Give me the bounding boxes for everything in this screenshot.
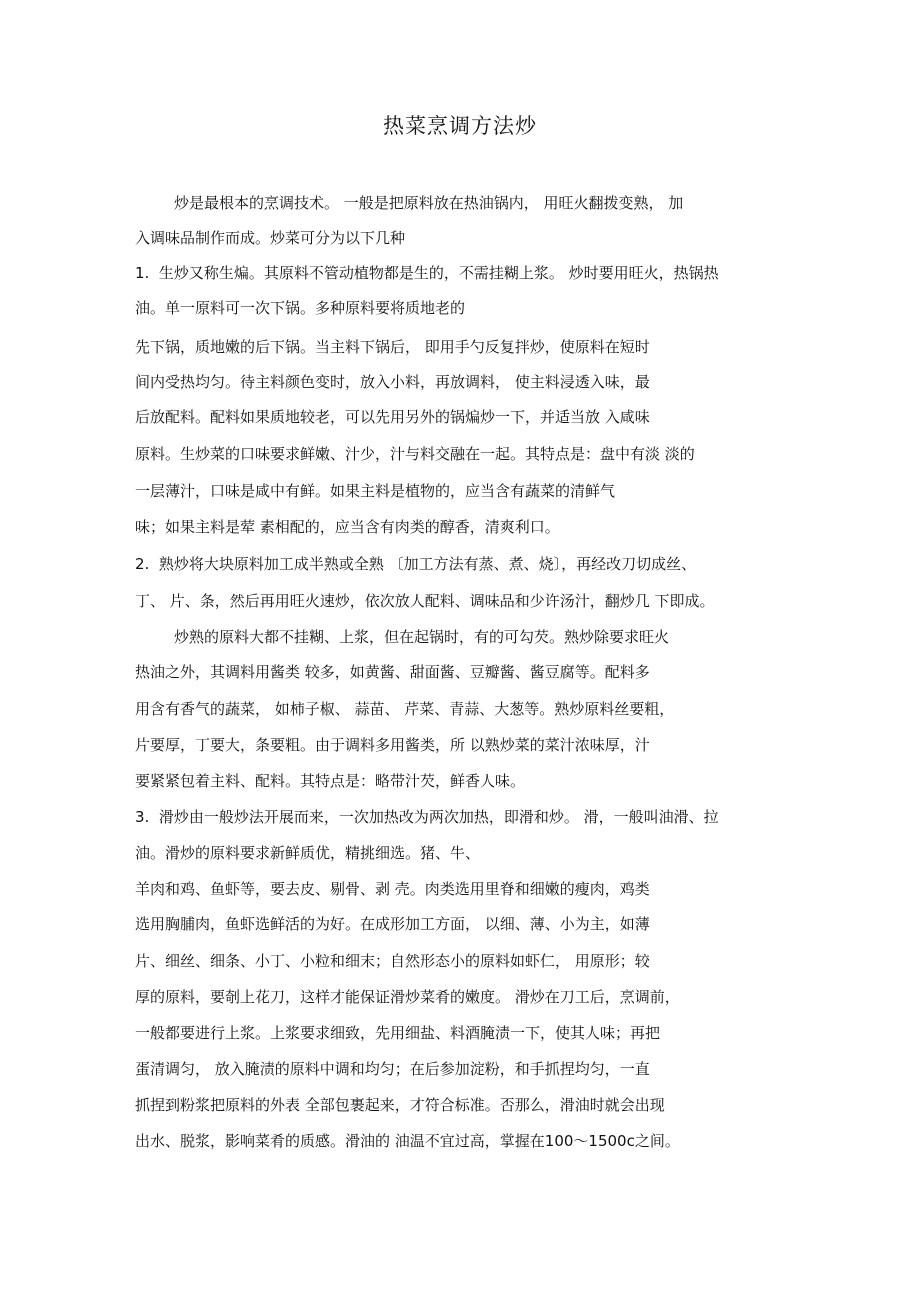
paragraph-line: 入调味品制作而成。炒菜可分为以下几种 [135,229,406,247]
paragraph-line: 片要厚，丁要大，条要粗。由于调料多用酱类，所 以熟炒菜的菜汁浓味厚，汁 [135,736,650,754]
paragraph-line: 油。单一原料可一次下锅。多种原料要将质地老的 [135,299,466,317]
paragraph-line: 选用胸脯肉，鱼虾选鲜活的为好。在成形加工方面， 以细、薄、小为主，如薄 [135,915,650,933]
paragraph-line: 片、细丝、细条、小丁、小粒和细末；自然形态小的原料如虾仁， 用原形；较 [135,952,650,970]
paragraph-line: 原料。生炒菜的口味要求鲜嫩、汁少，汁与料交融在一起。其特点是：盘中有淡 淡的 [135,445,695,463]
document-title: 热菜烹调方法炒 [383,114,537,138]
paragraph-line: 厚的原料，要剞上花刀，这样才能保证滑炒菜肴的嫩度。 滑炒在刀工后，烹调前， [135,988,680,1006]
paragraph-line: 先下锅，质地嫩的后下锅。当主料下锅后， 即用手勺反复拌炒，使原料在短时 [135,338,650,356]
paragraph-line: 出水、脱浆，影响菜肴的质感。滑油的 油温不宜过高，掌握在100～1500c之间。 [135,1132,680,1150]
paragraph-line: 一层薄汁，口味是咸中有鲜。如果主料是植物的，应当含有蔬菜的清鲜气 [135,482,616,500]
paragraph-line: 炒是最根本的烹调技术。 一般是把原料放在热油锅内， 用旺火翻拨变熟， 加 [174,194,684,212]
paragraph-line: 热油之外，其调料用酱类 较多，如黄酱、甜面酱、豆瓣酱、酱豆腐等。配料多 [135,663,650,681]
paragraph-line: 丁、 片、条，然后再用旺火速炒，依次放人配料、调味品和少许汤汁，翻炒几 下即成。 [135,592,715,610]
paragraph-line: 3. 滑炒由一般炒法开展而来，一次加热改为两次加热，即滑和炒。 滑，一般叫油滑、拉 [135,808,719,826]
paragraph-line: 抓捏到粉浆把原料的外表 全部包裹起来，才符合标准。否那么，滑油时就会出现 [135,1096,665,1114]
paragraph-line: 炒熟的原料大都不挂糊、上浆，但在起锅时，有的可勾芡。熟炒除要求旺火 [174,628,670,646]
paragraph-line: 油。滑炒的原料要求新鲜质优，精挑细选。猪、牛、 [135,844,481,862]
paragraph-line: 1. 生炒又称生煸。其原料不管动植物都是生的，不需挂糊上浆。 炒时要用旺火，热锅热 [135,264,719,282]
paragraph-line: 味；如果主料是荤 素相配的，应当含有肉类的醇香，清爽利口。 [135,518,560,536]
paragraph-line: 一般都要进行上浆。上浆要求细致，先用细盐、料酒腌渍一下，使其人味；再把 [135,1024,661,1042]
paragraph-line: 要紧紧包着主料、配料。其特点是：略带汁芡，鲜香人味。 [135,772,526,790]
paragraph-line: 间内受热均匀。待主料颜色变时，放入小料，再放调料， 使主料浸透入味，最 [135,373,650,391]
paragraph-line: 2. 熟炒将大块原料加工成半熟或全熟 〔加工方法有蒸、煮、烧〕，再经改刀切成丝、 [135,555,697,573]
paragraph-line: 用含有香气的蔬菜， 如柿子椒、 蒜苗、 芹菜、青蒜、大葱等。熟炒原料丝要粗， [135,700,675,718]
paragraph-line: 羊肉和鸡、鱼虾等，要去皮、剔骨、剥 壳。肉类选用里脊和细嫩的瘦肉，鸡类 [135,880,650,898]
paragraph-line: 蛋清调匀， 放入腌渍的原料中调和均匀；在后参加淀粉，和手抓捏均匀，一直 [135,1060,650,1078]
paragraph-line: 后放配料。配料如果质地较老，可以先用另外的锅煸炒一下，并适当放 入咸味 [135,408,650,426]
